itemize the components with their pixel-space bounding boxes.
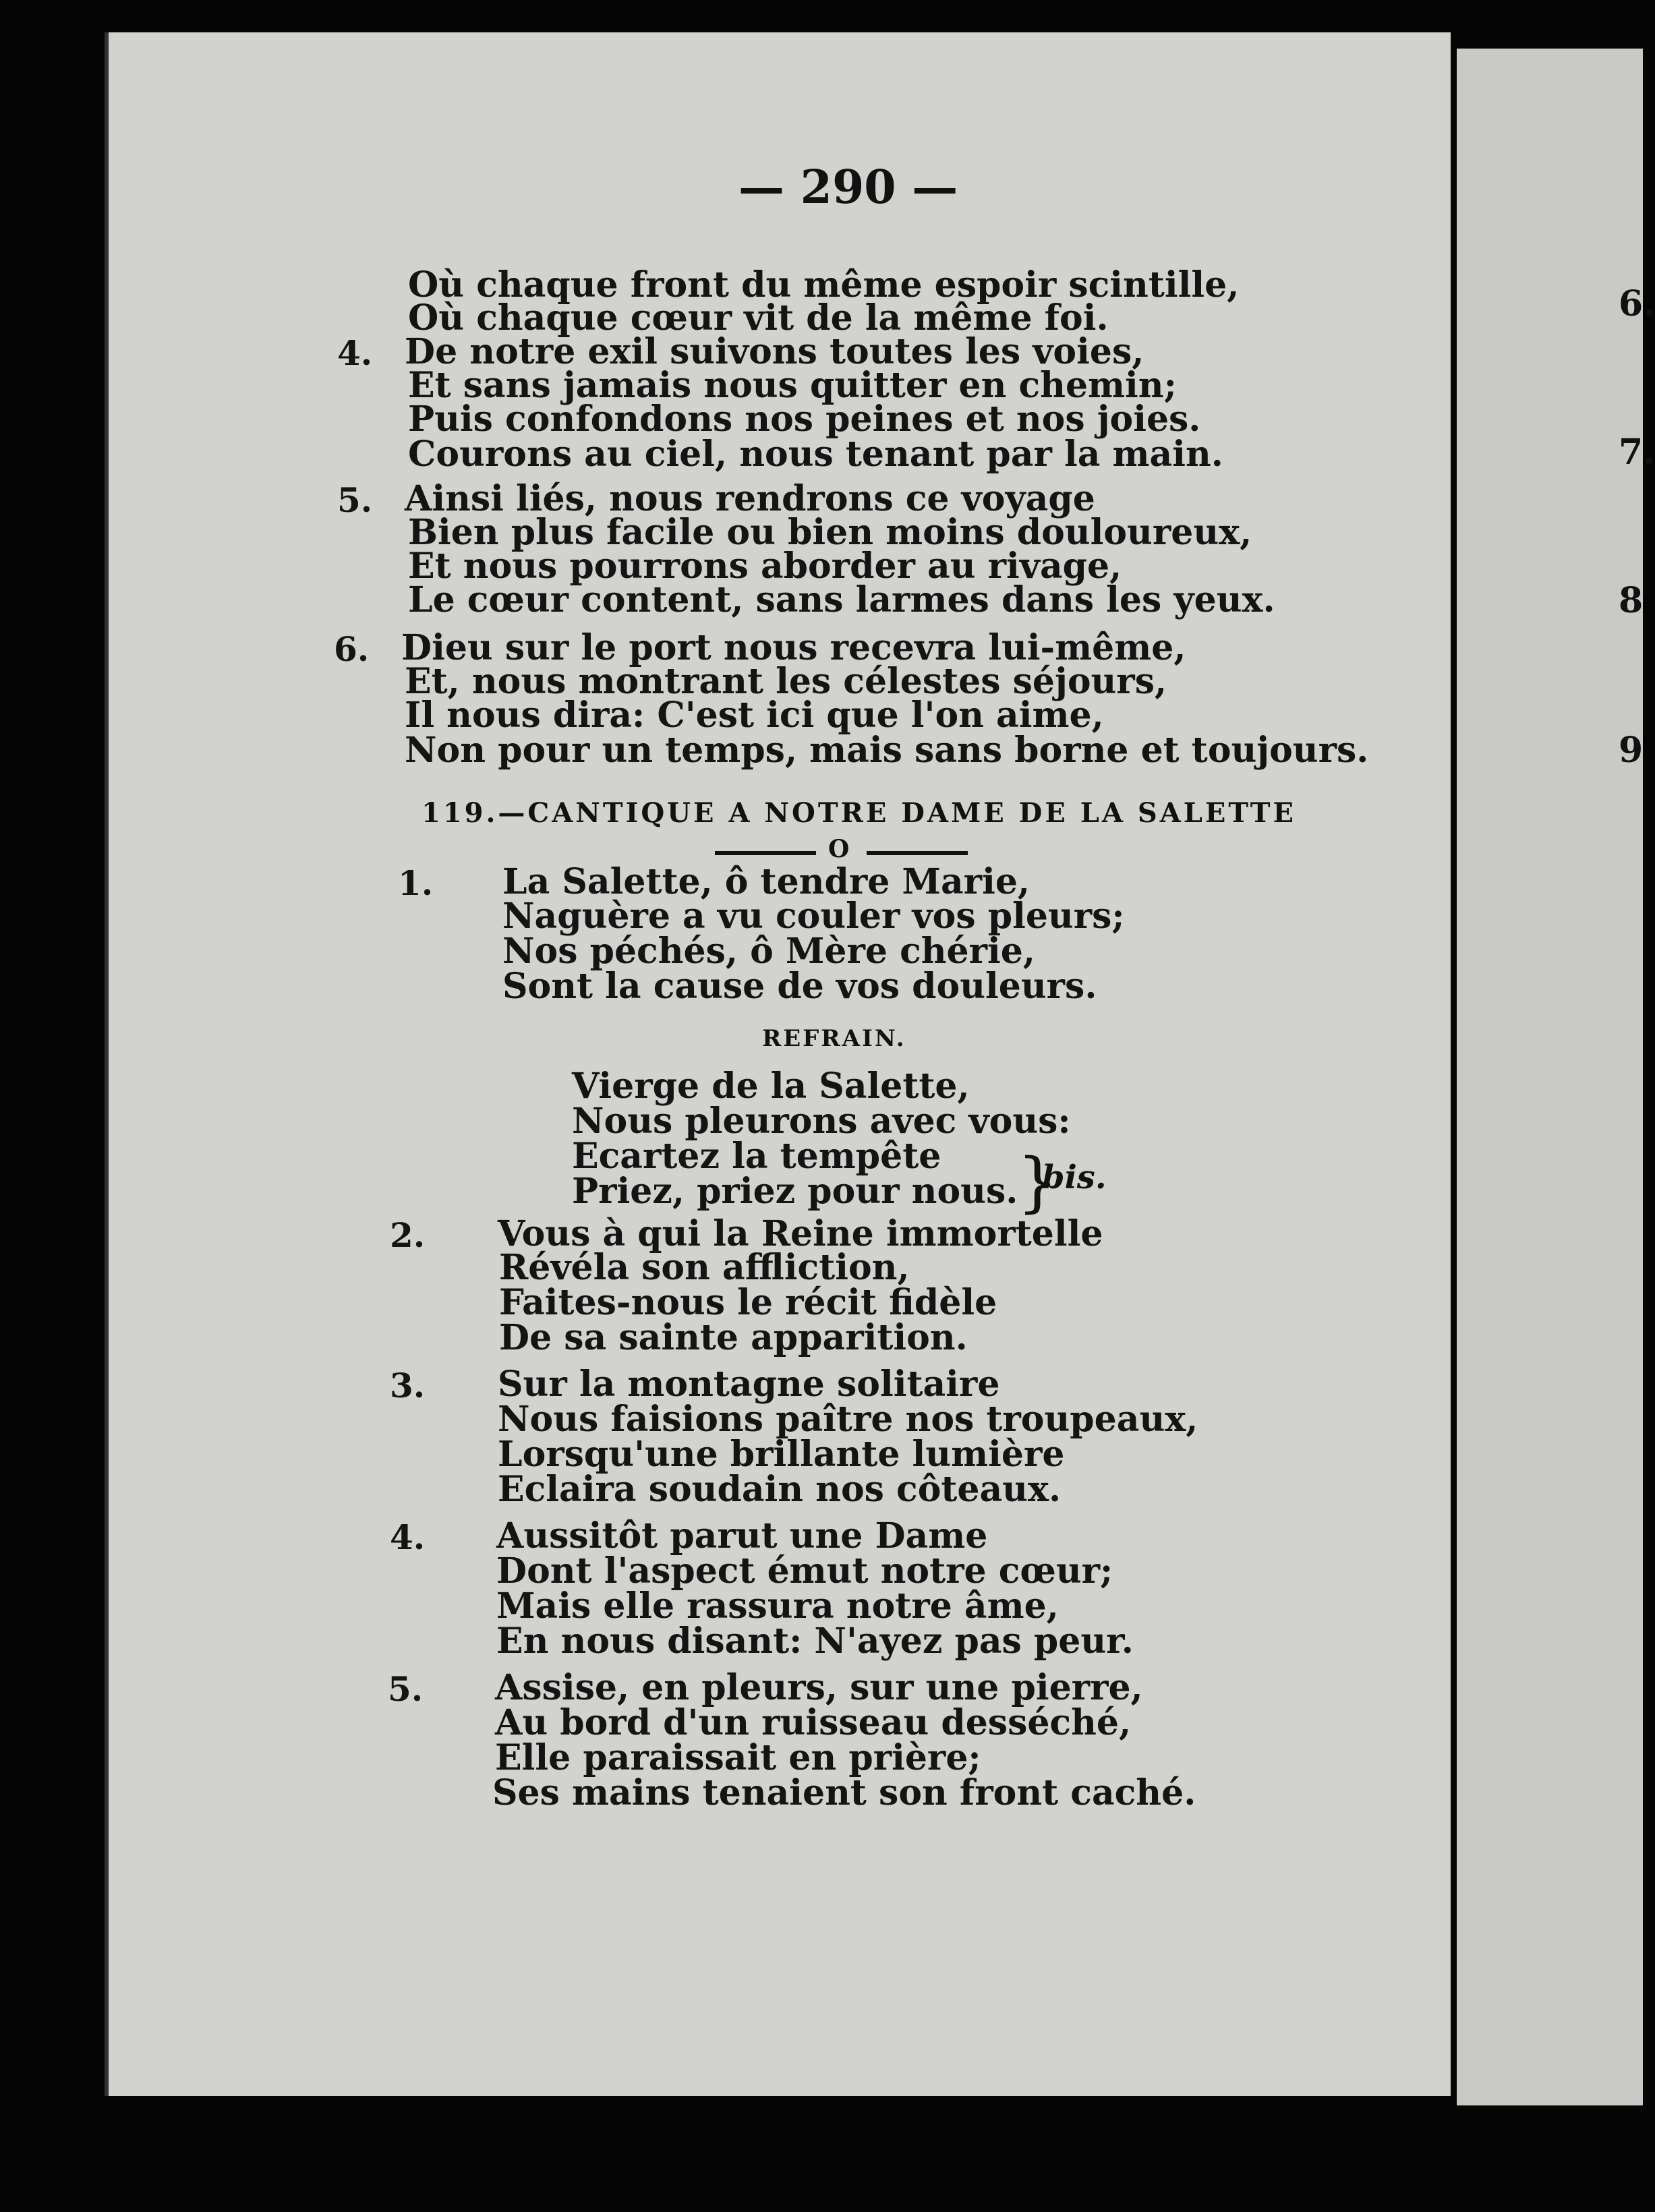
refrain-bis: bis. [1042,1159,1107,1196]
verse-line: La Salette, ô tendre Marie, [502,861,1030,902]
verse-line: Courons au ciel, nous tenant par la main. [408,434,1223,475]
page-number: — 290 — [738,161,958,214]
verse-line: Nous faisions paître nos troupeaux, [498,1399,1198,1440]
verse-line: Faites-nous le récit fidèle [499,1282,997,1323]
stanza-number: 6. [334,629,370,669]
stanza-number: 2. [390,1215,426,1255]
refrain-heading: REFRAIN. [762,1025,906,1052]
verse-line: Non pour un temps, mais sans borne et toujours. [405,730,1369,771]
facing-stanza-number: 9 [1619,730,1644,771]
refrain-line: Priez, priez pour nous. [572,1171,1018,1212]
ornament-circle: O [828,835,850,863]
verse-line: Au bord d'un ruisseau desséché, [495,1702,1132,1743]
verse-line: Puis confondons nos peines et nos joies. [408,399,1201,440]
verse-line: Où chaque front du même espoir scintille, [408,264,1240,305]
verse-line: Ainsi liés, nous rendrons ce voyage [405,478,1095,519]
stanza-number: 4. [390,1517,426,1557]
verse-line: Assise, en pleurs, sur une pierre, [495,1667,1143,1708]
verse-line: Sont la cause de vos douleurs. [502,966,1097,1007]
verse-line: Nos péchés, ô Mère chérie, [502,931,1035,972]
stanza-number: 1. [398,863,434,903]
stanza-number: 5. [388,1669,424,1709]
verse-line: Et nous pourrons aborder au rivage, [408,546,1122,587]
facing-stanza-number: 7. [1619,432,1655,473]
verse-line: Où chaque cœur vit de la même foi. [408,297,1109,339]
verse-line: Et sans jamais nous quitter en chemin; [408,365,1177,406]
verse-line: Sur la montagne solitaire [498,1364,1000,1405]
verse-line: Ses mains tenaient son front caché. [492,1772,1196,1813]
ornament-rule-left [715,851,816,855]
verse-line: Vous à qui la Reine immortelle [498,1213,1103,1254]
stanza-number: 5. [337,480,373,520]
verse-line: Mais elle rassura notre âme, [496,1585,1059,1627]
facing-stanza-number: 6. [1619,283,1655,324]
verse-line: Révéla son affliction, [499,1247,910,1288]
ornament-rule-right [867,851,968,855]
verse-line: Elle paraissait en prière; [495,1737,981,1778]
verse-line: Et, nous montrant les célestes séjours, [405,661,1167,702]
stanza-number: 4. [337,333,373,373]
verse-line: Dont l'aspect émut notre cœur; [496,1550,1113,1592]
refrain-line: Nous pleurons avec vous: [572,1101,1071,1142]
verse-line: Aussitôt parut une Dame [496,1515,988,1556]
verse-line: Dieu sur le port nous recevra lui-même, [401,627,1186,668]
verse-line: De notre exil suivons toutes les voies, [405,331,1144,372]
refrain-brace: } [1017,1144,1059,1220]
facing-page-edge [1457,49,1643,2105]
verse-line: Bien plus facile ou bien moins douloureux, [408,512,1252,553]
refrain-line: Ecartez la tempête [572,1136,941,1177]
refrain-line: Vierge de la Salette, [572,1066,970,1107]
hymn-title: 119.—CANTIQUE A NOTRE DAME DE LA SALETTE [422,797,1296,829]
verse-line: Le cœur content, sans larmes dans les yeux. [408,579,1275,620]
verse-line: De sa sainte apparition. [499,1317,968,1358]
verse-line: Naguère a vu couler vos pleurs; [502,896,1125,937]
stanza-number: 3. [390,1366,426,1405]
verse-line: Lorsqu'une brillante lumière [498,1434,1065,1475]
verse-line: Eclaira soudain nos côteaux. [498,1469,1062,1510]
facing-stanza-number: 8 [1619,580,1644,621]
verse-line: Il nous dira: C'est ici que l'on aime, [405,695,1104,736]
verse-line: En nous disant: N'ayez pas peur. [496,1621,1134,1662]
